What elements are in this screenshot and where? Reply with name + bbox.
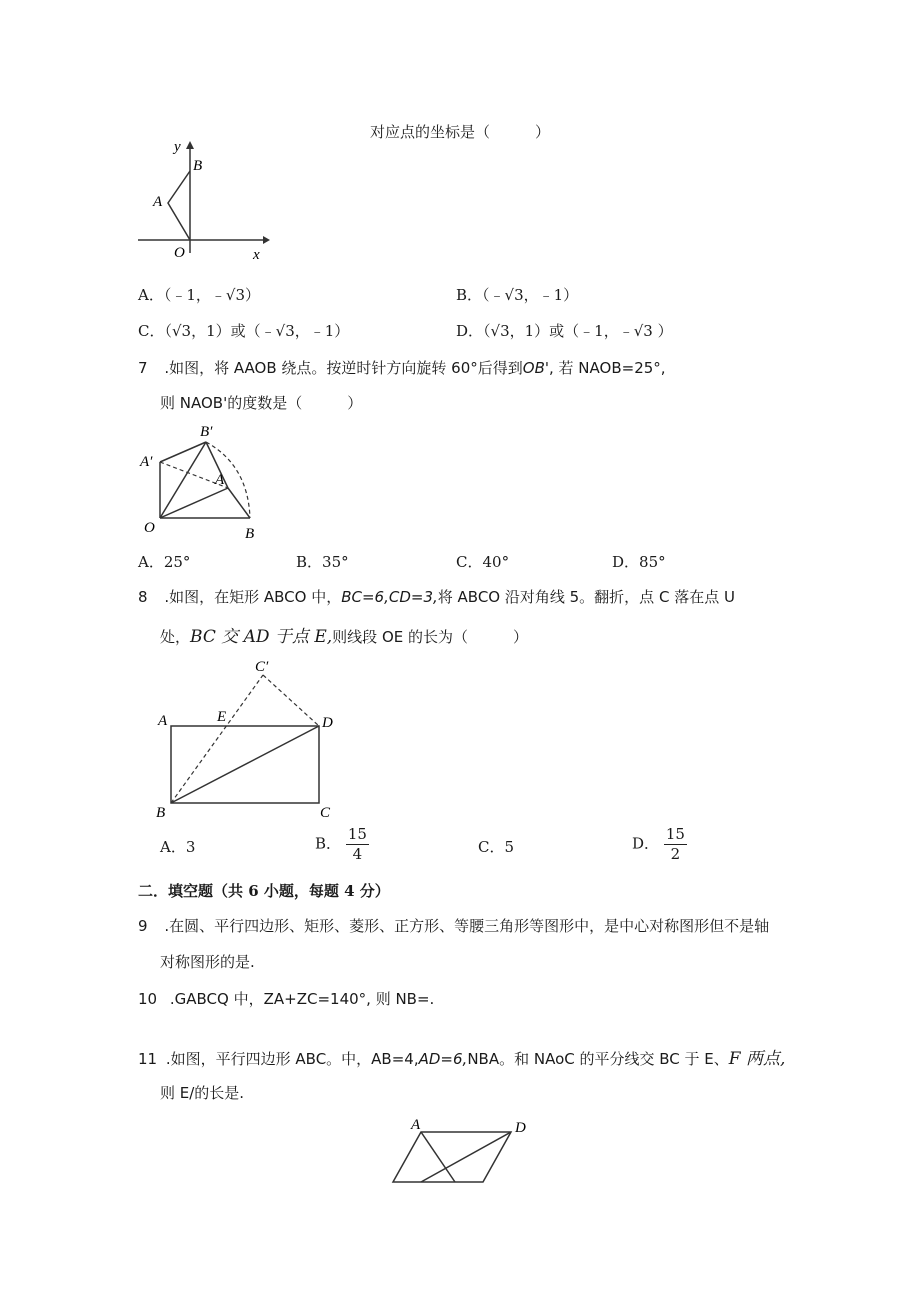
q7-line2: 则 NAOB'的度数是（ ） — [160, 394, 363, 412]
q7-option-C-text: 40° — [482, 553, 510, 571]
q6-segments-OA-AB — [168, 171, 190, 240]
q6-option-D-letter: D． — [456, 322, 484, 340]
q8-option-D-numerator: 15 — [665, 825, 685, 843]
q8-label-C-prime: C′ — [255, 659, 269, 675]
q9-line1-text: .在圆、平行四边形、矩形、菱形、正方形、等腰三角形等图形中，是中心对称图形但不是轴 — [164, 917, 770, 935]
q6-option-C[interactable] — [138, 320, 349, 341]
q6-label-x: x — [253, 247, 260, 263]
q8-line2-a: 处， — [160, 628, 191, 646]
q7-option-B[interactable] — [296, 551, 349, 572]
q6-label-A: A — [153, 194, 163, 210]
q7-line1-b: OB' — [522, 359, 549, 377]
q8-line1-b: BC=6,CD=3, — [341, 588, 438, 606]
q6-stem-tail: 对应点的坐标是（ ） — [370, 123, 551, 141]
q6-option-D-text: （√3，1）或（﹣1，﹣√3 ） — [483, 322, 673, 340]
q8-option-A-letter: A． — [160, 838, 186, 856]
q8-label-B: B — [156, 805, 166, 820]
q7-line1-a: .如图，将 AAOB 绕点。按逆时针方向旋转 60°后得到 — [164, 359, 523, 377]
q6-label-B: B — [193, 158, 203, 174]
q8-line1-a: .如图，在矩形 ABCO 中， — [164, 588, 342, 606]
section-2-title: 二．填空题（共 6 小题，每题 4 分） — [138, 882, 390, 900]
q7-line1-c: , 若 NAOB=25°, — [549, 359, 666, 377]
q8-diagonal-BD — [171, 726, 319, 803]
q8-option-D-denominator: 2 — [670, 845, 681, 863]
q7-option-D-letter: D． — [612, 553, 640, 571]
q11-line1-d: F 两点, — [728, 1049, 786, 1069]
q7-dashed-arc — [206, 442, 250, 518]
q6-y-arrow — [186, 141, 194, 149]
q6-option-C-letter: C． — [138, 322, 165, 340]
q8-line2-b: BC 交 AD 于点 E, — [190, 627, 333, 647]
q6-x-arrow — [263, 236, 270, 244]
q8-option-A[interactable] — [160, 836, 195, 857]
q7-label-O: O — [144, 520, 155, 536]
q8-option-D-letter: D． — [632, 834, 660, 853]
q7-option-A[interactable] — [138, 551, 190, 572]
q11-line1-b: AD=6, — [418, 1050, 468, 1068]
q8-option-B-fraction — [346, 827, 369, 862]
q11-parallelogram-ABCD — [393, 1132, 511, 1182]
q8-label-E: E — [217, 709, 227, 725]
q11-label-A: A — [411, 1117, 421, 1133]
q7-option-D-text: 85° — [639, 553, 666, 571]
q7-option-A-text: 25° — [163, 553, 191, 571]
q9-number: 9 — [138, 917, 148, 935]
q7-option-B-text: 35° — [322, 553, 349, 571]
q8-option-D[interactable] — [632, 827, 687, 862]
q7-option-D[interactable] — [612, 551, 666, 572]
q11-bisector-from-A — [421, 1132, 455, 1182]
q6-option-C-text: （√3，1）或（﹣√3，﹣1） — [164, 322, 350, 340]
q7-option-C-letter: C． — [456, 553, 483, 571]
q7-segment-OB-prime — [160, 442, 206, 518]
q7-option-C[interactable] — [456, 551, 509, 572]
q8-number: 8 — [138, 588, 148, 606]
q7-label-A-prime: A′ — [140, 454, 153, 470]
q6-label-y: y — [174, 139, 181, 155]
q11-number: 11 — [138, 1050, 158, 1068]
q6-option-B-text: （﹣√3，﹣1） — [482, 286, 579, 304]
q7-label-A: A — [215, 472, 225, 488]
q8-label-A: A — [158, 713, 168, 729]
q6-option-D[interactable] — [456, 320, 673, 341]
q8-rectangle-figure — [150, 655, 350, 820]
q7-segment-OA — [160, 488, 228, 518]
q11-line1-c: NBA。和 NAoC 的平分线交 BC 于 E、 — [467, 1050, 729, 1068]
q8-option-B-numerator: 15 — [347, 825, 367, 843]
q8-label-D: D — [322, 715, 333, 731]
q8-dashed-C-prime-D — [263, 675, 319, 726]
q9-line2: 对称图形的是. — [160, 953, 255, 971]
q10-number: 10 — [138, 990, 158, 1008]
q7-label-B: B — [245, 526, 255, 542]
q10-line1 — [138, 988, 434, 1009]
q8-option-B[interactable] — [315, 827, 369, 862]
q8-option-C-text: 5 — [504, 838, 515, 856]
q6-label-O: O — [174, 245, 185, 261]
q8-line2 — [160, 622, 528, 647]
q7-label-B-prime: B′ — [200, 424, 213, 440]
q8-option-B-denominator: 4 — [352, 845, 363, 863]
q6-option-A-text: （﹣1，﹣√3） — [163, 286, 260, 304]
q8-label-C: C — [320, 805, 331, 820]
q11-line1 — [138, 1044, 785, 1069]
q7-number: 7 — [138, 359, 148, 377]
q7-option-B-letter: B． — [296, 553, 323, 571]
q7-option-A-letter: A． — [138, 553, 164, 571]
q7-rotation-figure — [138, 420, 268, 545]
q6-option-B[interactable] — [456, 284, 578, 305]
q11-label-D: D — [515, 1120, 526, 1136]
q8-dashed-BC-prime — [171, 675, 263, 803]
q11-parallelogram-figure — [385, 1112, 545, 1192]
q9-line1 — [138, 915, 769, 936]
q8-option-C[interactable] — [478, 836, 514, 857]
q11-line2: 则 E/的长是. — [160, 1084, 245, 1102]
q8-line1 — [138, 586, 735, 607]
q8-option-C-letter: C． — [478, 838, 505, 856]
q11-line1-a: .如图，平行四边形 ABC。中，AB=4, — [165, 1050, 419, 1068]
q6-coordinate-figure — [130, 135, 275, 265]
q10-line1-text: .GABCQ 中，ZA+ZC=140°, 则 NB=. — [169, 990, 435, 1008]
q8-option-D-fraction — [664, 827, 687, 862]
q6-option-A[interactable] — [138, 284, 260, 305]
q7-line1 — [138, 357, 666, 378]
q6-option-B-letter: B． — [456, 286, 483, 304]
q8-line1-c: 将 ABCO 沿对角线 5。翻折，点 C 落在点 U — [437, 588, 735, 606]
q8-line2-c: 则线段 OE 的长为（ ） — [332, 628, 528, 646]
q8-option-B-letter: B． — [315, 834, 342, 853]
q6-option-A-letter: A． — [138, 286, 164, 304]
q8-option-A-text: 3 — [185, 838, 196, 856]
